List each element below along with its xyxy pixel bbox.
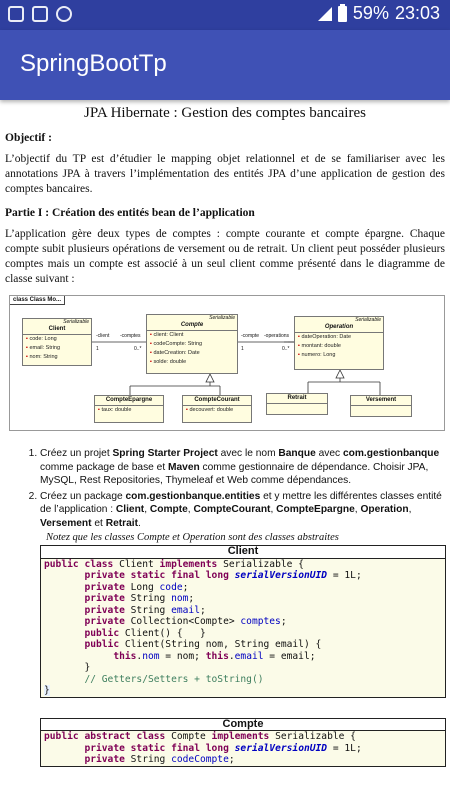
notification-icons [8,6,72,22]
code-listing: public abstract class Compte implements Serializable { private static final long serialVersionUID = 1L; private String codeCompte; [44,731,362,765]
settings-notification-icon [56,6,72,22]
download-notification-icon [32,6,48,22]
role-compte: -compte [241,333,260,339]
document-title: JPA Hibernate : Gestion des comptes bancaires [84,105,366,121]
multiplicity-one: 1 [96,346,99,352]
class-attr: ▪ nom: String [26,354,58,360]
class-attr: ▪ numero: Long [298,352,336,358]
class-attr: ▪ taux: double [98,407,132,413]
code-caption: Client [41,546,445,559]
step-1: 1. Créez un projet Spring Starter Project avec le nom Banque avec com.gestionbanque comme package de base et Maven comme gestionnaire de dépendance. Choisir JPA, MySQL, Rest Repositories, Thymeleaf et Web comme dépendances. [40,447,445,488]
class-name: CompteEpargne [95,396,163,406]
diagram-frame-label: class Class Mo... [10,296,65,305]
uml-class-client [22,318,92,366]
instruction-list [40,447,445,530]
class-attr: ▪ dateOperation: Date [298,334,352,340]
code-listing: public class Client implements Serializable { private static final long serialVersionUID = 1L; private Long code; private String nom; private String email; private Collection<Compte> comptes; public Client() { } public Client(String nom, String email) { this.nom = nom; this.email = email; } // Getters/Setters + toString() } [44,558,362,696]
code-caption: Compte [41,719,445,732]
signal-icon [318,7,332,21]
class-diagram [9,295,445,431]
document-view[interactable] [0,100,450,800]
class-attr: ▪ solde: double [150,359,187,365]
app-title: SpringBootTp [20,50,167,77]
code-block-compte [40,718,446,767]
role-comptes: -comptes [120,333,141,339]
class-name: Versement [351,396,411,406]
class-name: Operation [295,323,383,333]
role-operations: -operations [264,333,290,339]
objectif-paragraph: L’objectif du TP est d’étudier le mapping objet relationnel et de se familiariser avec les annotations JPA à travers l’implémentation des entités JPA d’une application de gestion des comptes bancaires. [5,153,445,195]
uml-class-retrait [266,393,328,415]
class-attr: ▪ codeCompte: String [150,341,203,347]
uml-class-compte-courant [182,395,252,423]
step-2: 2. Créez un package com.gestionbanque.entities et y mettre les différentes classes entité de l’application : Client, Compte, CompteCourant, CompteEpargne, Operation, Versement et Retrait. [40,490,445,531]
image-notification-icon [8,6,24,22]
abstract-classes-note: Notez que les classes Compte et Operation sont des classes abstraites [46,532,339,543]
class-attr: ▪ dateCreation: Date [150,350,200,356]
code-block-client [40,545,446,698]
uml-class-compte-epargne [94,395,164,423]
clock: 23:03 [394,3,440,23]
class-attr: ▪ email: String [26,345,61,351]
battery-icon [338,6,347,22]
class-name: Retrait [267,394,327,404]
status-bar [0,0,450,30]
class-attr: ▪ client: Client [150,332,184,338]
class-attr: ▪ code: Long [26,336,57,342]
stereotype-label: Serializable [209,315,235,321]
objectif-heading: Objectif : [5,132,52,144]
app-bar [0,30,450,100]
class-attr: ▪ decouvert: double [186,407,234,413]
multiplicity-one: 1 [241,346,244,352]
class-name: Compte [147,321,237,331]
battery-percent: 59% [352,3,389,23]
uml-class-compte [146,314,238,374]
multiplicity-many: 0..* [134,346,142,352]
multiplicity-many: 0..* [282,346,290,352]
class-attr: ▪ montant: double [298,343,341,349]
role-client: -client [96,333,110,339]
stereotype-label: Serializable [63,319,89,325]
uml-class-versement [350,395,412,417]
class-name: CompteCourant [183,396,251,406]
class-name: Client [23,325,91,335]
stereotype-label: Serializable [355,317,381,323]
uml-class-operation [294,316,384,370]
part1-heading: Partie I : Création des entités bean de l’application [5,207,255,219]
part1-paragraph: L’application gère deux types de comptes : compte courante et compte épargne. Chaque compte subit plusieurs opérations de versement ou de retrait. Un client peut posséder plusieurs comptes mais un compte est associé à un seul client comme présenté dans le diagramme de classe suivant : [5,228,445,285]
